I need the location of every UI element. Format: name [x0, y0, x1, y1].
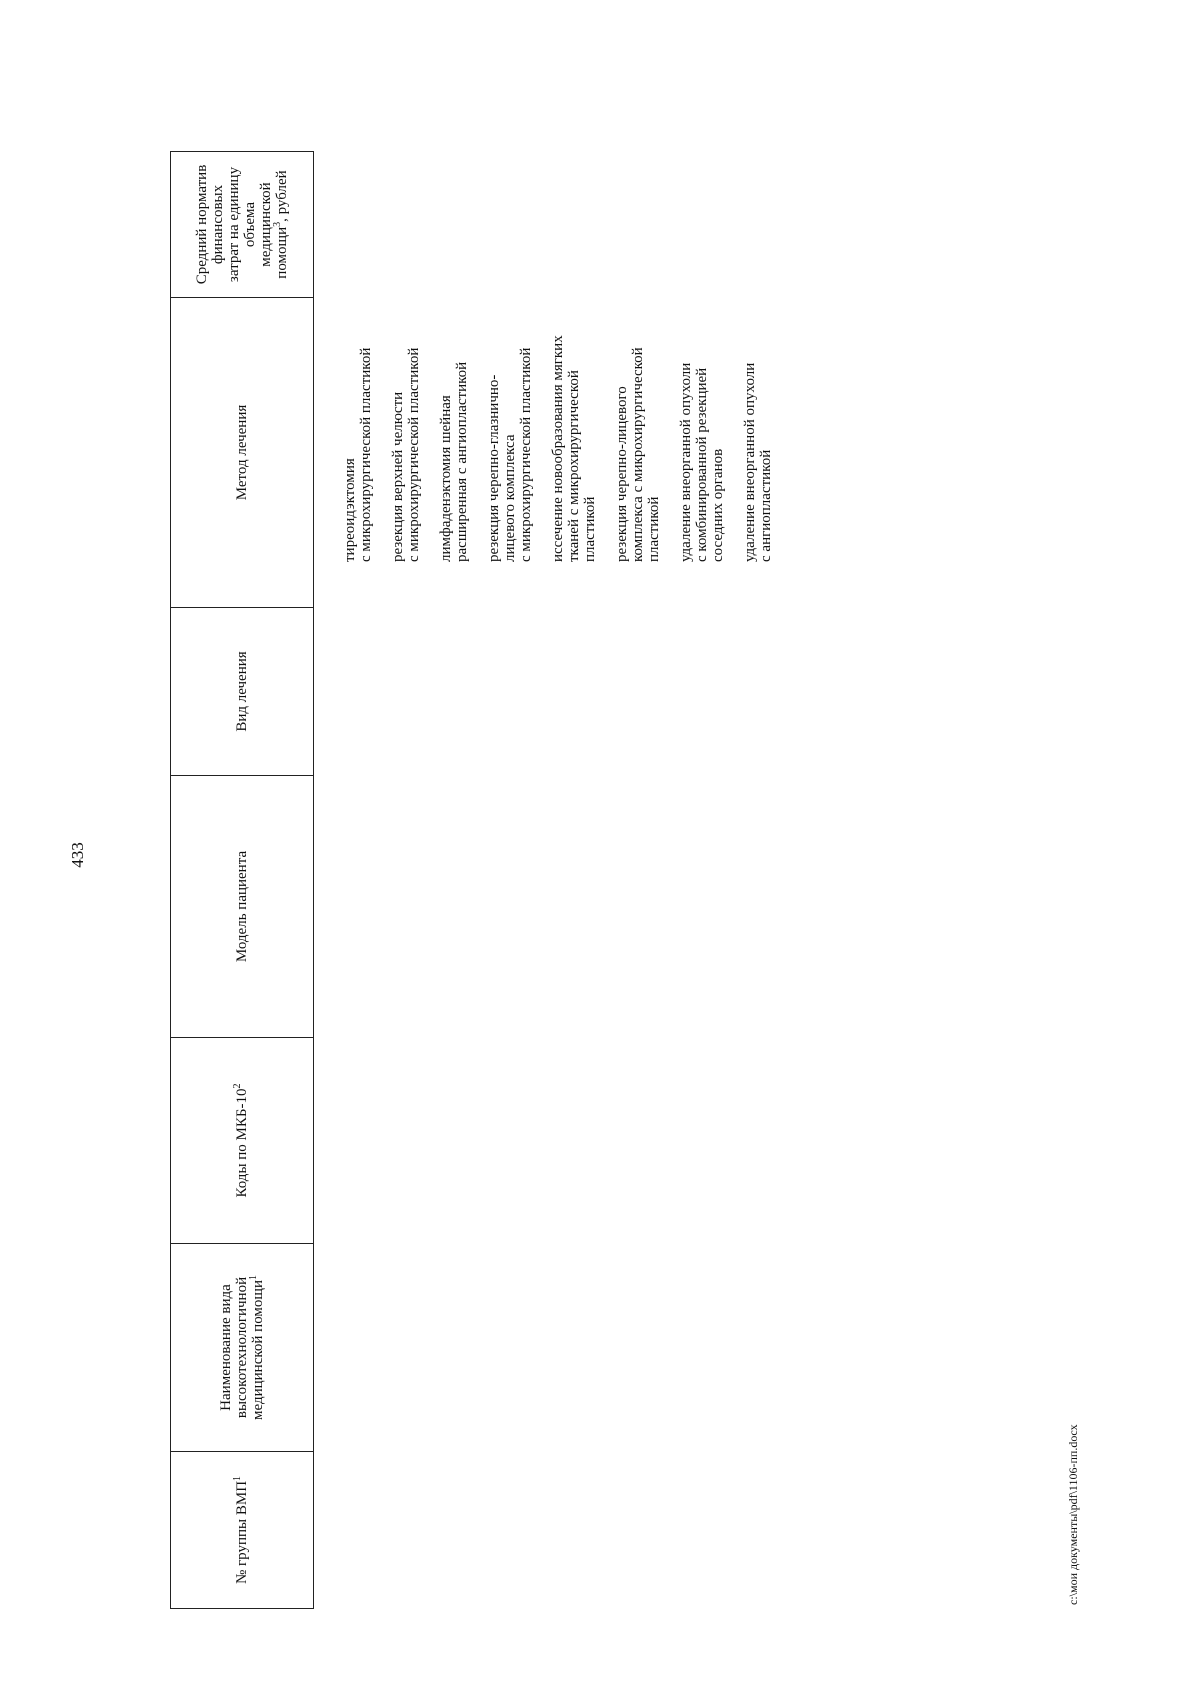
method-item: [742, 232, 774, 562]
method-line: резекция верхней челюсти: [390, 391, 406, 562]
method-line: иссечение новообразования мягких: [550, 335, 566, 562]
method-line: расширенная с ангиопластикой: [454, 361, 470, 562]
header-icd-codes: Коды по МКБ-$10^2$: [171, 1038, 314, 1244]
method-line: с ангиопластикой: [758, 449, 774, 562]
header-patient-model: Модель пациента: [171, 776, 314, 1038]
page-number: 433: [68, 842, 87, 868]
method-line: пластикой: [582, 496, 598, 562]
method-line: комплекса с микрохирургической: [630, 347, 646, 562]
header-vmp-name: Наименование вида высокотехнологичной медицинской помощи$^1$: [171, 1244, 314, 1452]
header-treatment-type: Вид лечения: [171, 608, 314, 776]
header-cost-standard: Средний норматив финансовых затрат на единицу объема медицинской помощи$^3$, рублей: [171, 152, 314, 298]
header-group-no: № группы ВМП$^1$: [171, 1452, 314, 1609]
method-item: [390, 232, 422, 562]
method-line: тканей с микрохирургической: [566, 370, 582, 562]
method-item: [438, 232, 470, 562]
method-item: [342, 232, 374, 562]
method-line: соседних органов: [710, 448, 726, 562]
method-line: с микрохирургической пластикой: [406, 347, 422, 562]
header-treatment-method: Метод лечения: [171, 298, 314, 608]
method-line: удаление внеорганной опухоли: [742, 362, 758, 562]
method-item: [486, 232, 534, 562]
method-item: [678, 232, 726, 562]
table-header: [170, 151, 314, 1609]
method-line: с микрохирургической пластикой: [358, 347, 374, 562]
method-line: с комбинированной резекцией: [694, 367, 710, 562]
method-line: лицевого комплекса: [502, 434, 518, 562]
method-line: резекция черепно-лицевого: [614, 386, 630, 562]
method-line: тиреоидэктомия: [342, 458, 358, 562]
method-line: пластикой: [646, 496, 662, 562]
method-line: с микрохирургической пластикой: [518, 347, 534, 562]
method-line: резекция черепно-глазнично-: [486, 374, 502, 562]
method-line: лимфаденэктомия шейная: [438, 395, 454, 562]
method-item: [614, 232, 662, 562]
treatment-methods-list: [342, 232, 790, 562]
footer-file-path: c:\мои документы\pdf\1106-пп.docx: [1066, 1424, 1080, 1605]
method-line: удаление внеорганной опухоли: [678, 362, 694, 562]
method-item: [550, 232, 598, 562]
